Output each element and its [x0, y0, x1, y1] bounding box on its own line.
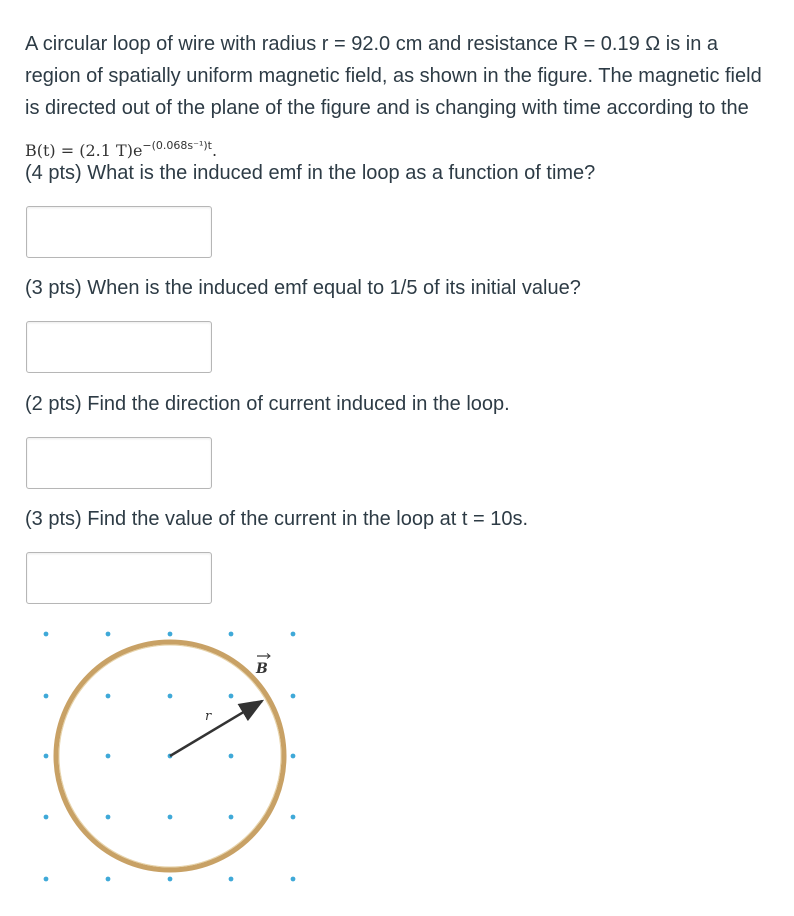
- field-dot: [44, 815, 49, 820]
- problem-content: [25, 28, 775, 530]
- problem-statement: [25, 28, 775, 161]
- field-dot: [44, 754, 49, 759]
- field-dot: [168, 694, 173, 699]
- field-dot: [291, 815, 296, 820]
- field-dot: [291, 694, 296, 699]
- answer-input-3[interactable]: [26, 437, 212, 489]
- field-dot: [291, 877, 296, 882]
- field-dot: [229, 754, 234, 759]
- field-dot: [229, 694, 234, 699]
- question-3-text: (2 pts) Find the direction of current induced in the loop.: [25, 393, 510, 415]
- magnetic-field-formula: B(t) = (2.1 T)e−(0.068s⁻¹)t.: [25, 139, 218, 160]
- answer-input-2[interactable]: [26, 321, 212, 373]
- radius-arrow: [170, 701, 262, 756]
- field-dot: [291, 754, 296, 759]
- field-dot: [44, 632, 49, 637]
- field-dot: [106, 877, 111, 882]
- field-dot: [229, 632, 234, 637]
- field-dot: [106, 632, 111, 637]
- question-4-text: (3 pts) Find the value of the current in the loop at t = 10s.: [25, 508, 529, 530]
- answer-input-1[interactable]: [26, 206, 212, 258]
- problem-intro-text: A circular loop of wire with radius r = 92.0 cm and resistance R = 0.19 Ω is in a region of spatially uniform magnetic field, as shown in the figure. The magnetic field is directed out of the plane of the figure and is changing with time according to the: [25, 33, 762, 119]
- field-label: B: [256, 661, 268, 677]
- figure-svg: [30, 610, 320, 900]
- question-2-text: (3 pts) When is the induced emf equal to 1/5 of its initial value?: [25, 277, 581, 299]
- field-dot: [168, 632, 173, 637]
- field-dot: [229, 815, 234, 820]
- field-dot: [168, 815, 173, 820]
- field-dot: [106, 815, 111, 820]
- magnetic-field-figure: [30, 610, 320, 900]
- field-dot: [106, 694, 111, 699]
- radius-label: r: [205, 709, 212, 724]
- answer-input-4[interactable]: [26, 552, 212, 604]
- formula-exponent: −(0.068s⁻¹)t: [142, 139, 212, 152]
- field-dot: [291, 632, 296, 637]
- field-dot: [44, 877, 49, 882]
- field-dot: [106, 754, 111, 759]
- field-dot: [44, 694, 49, 699]
- question-1-text: (4 pts) What is the induced emf in the loop as a function of time?: [25, 162, 596, 184]
- field-dot: [168, 877, 173, 882]
- field-dot: [229, 877, 234, 882]
